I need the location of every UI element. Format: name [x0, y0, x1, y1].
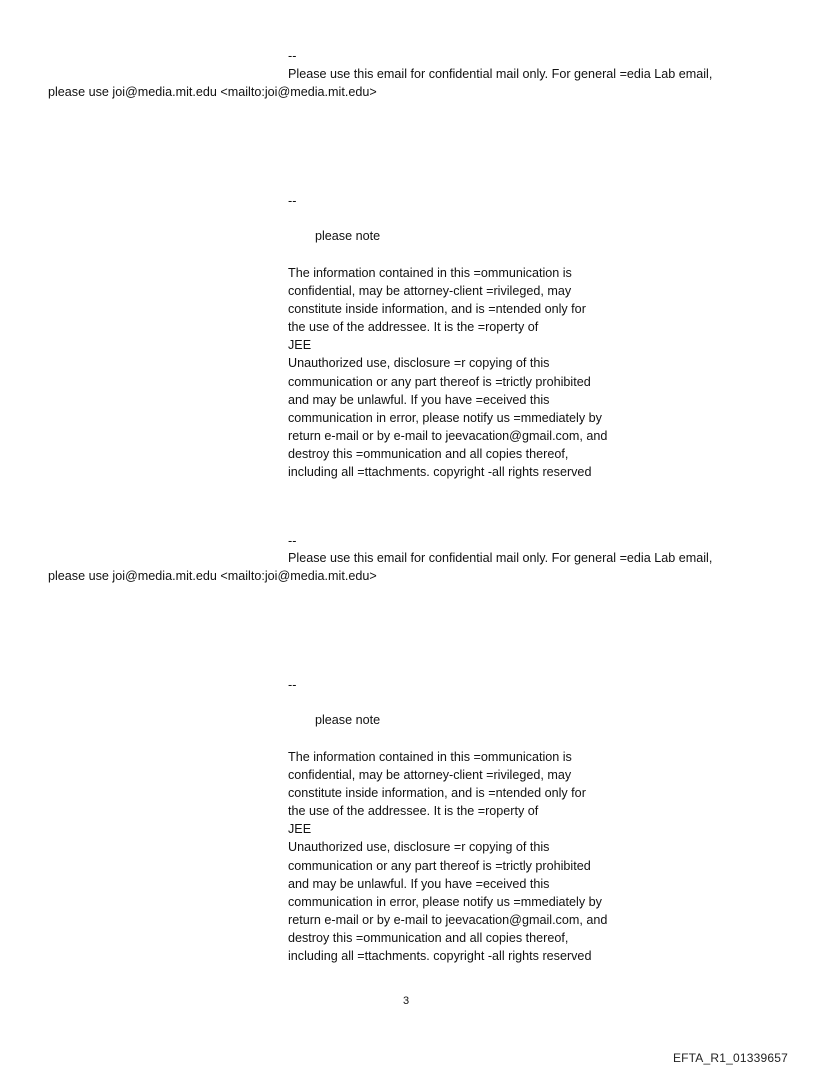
separator-dashes: -- — [288, 194, 297, 208]
note-heading: please note — [315, 713, 381, 727]
note-heading: please note — [315, 229, 381, 243]
confidential-notice-line-2: please use joi@media.mit.edu <mailto:joi@media.mit.edu> — [48, 569, 377, 583]
disclaimer-paragraph: The information contained in this =ommunication is confidential, may be attorney-client =rivileged, may constitute inside information, and is =ntended only for the use of the addressee. It is the =roperty of JEE Unauthorized use, disclosure =r copying of this communication or any part thereof is =trictly prohibited and may be unlawful. If you have =eceived this communication in error, please notify us =mmediately by return e-mail or by e-mail to jeevacation@gmail.com, and destroy this =ommunication and all copies thereof, including all =ttachments. copyright -all rights reserved — [288, 266, 608, 480]
page-number: 3 — [403, 995, 410, 1007]
confidential-notice-line-1: Please use this email for confidential mail only. For general =edia Lab email, — [288, 551, 713, 565]
document-id: EFTA_R1_01339657 — [672, 1051, 788, 1065]
separator-dashes: -- — [288, 534, 297, 548]
separator-dashes: -- — [288, 678, 297, 692]
separator-dashes: -- — [288, 49, 297, 63]
confidential-notice-line-2: please use joi@media.mit.edu <mailto:joi@media.mit.edu> — [48, 85, 377, 99]
disclaimer-paragraph: The information contained in this =ommunication is confidential, may be attorney-client =rivileged, may constitute inside information, and is =ntended only for the use of the addressee. It is the =roperty of JEE Unauthorized use, disclosure =r copying of this communication or any part thereof is =trictly prohibited and may be unlawful. If you have =eceived this communication in error, please notify us =mmediately by return e-mail or by e-mail to jeevacation@gmail.com, and destroy this =ommunication and all copies thereof, including all =ttachments. copyright -all rights reserved — [288, 750, 608, 964]
confidential-notice-line-1: Please use this email for confidential mail only. For general =edia Lab email, — [288, 67, 713, 81]
